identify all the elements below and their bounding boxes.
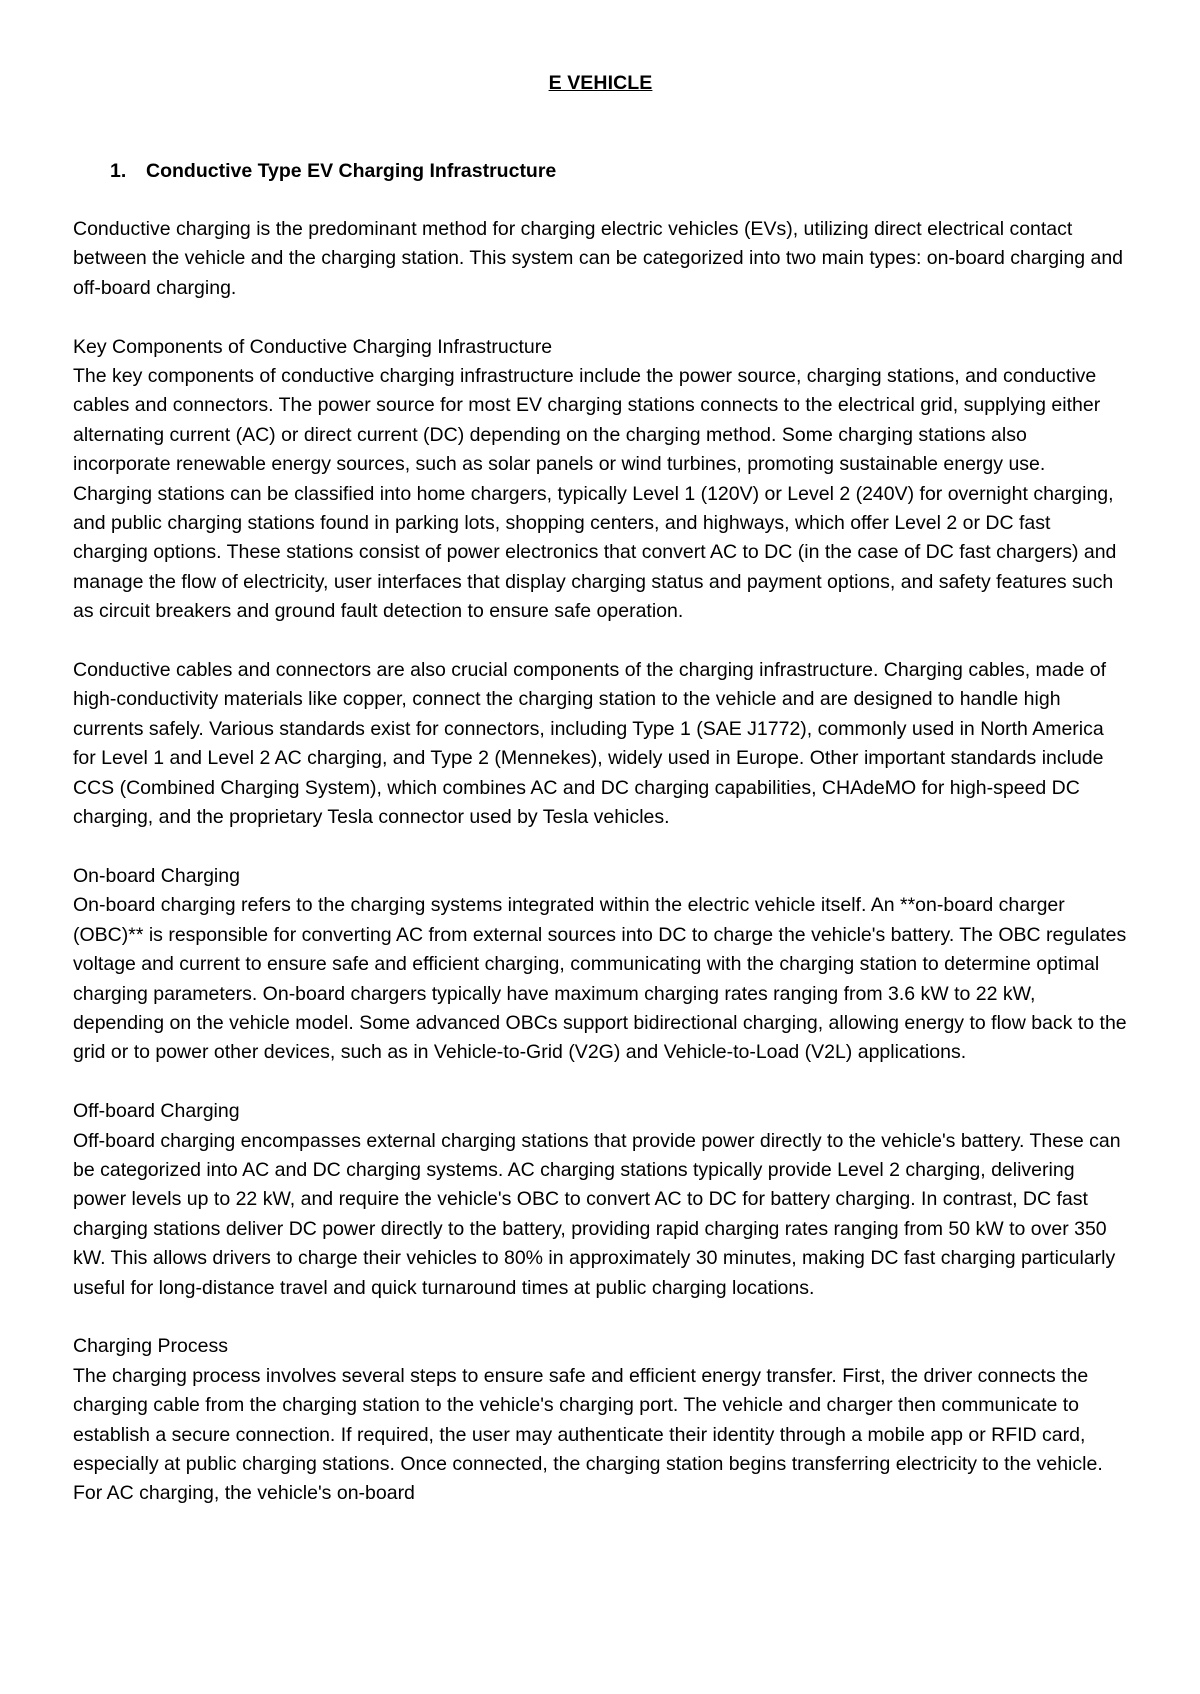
offboard-charging-paragraph: Off-board charging encompasses external charging stations that provide power directly to the vehicle's battery. These can be categorized into AC and DC charging systems. AC charging stations typically provide Level 2 charging, delivering power levels up to 22 kW, and require the vehicle's OBC to convert AC to DC for battery charging. In contrast, DC fast charging stations deliver DC power directly to the battery, providing rapid charging rates ranging from 50 kW to over 350 kW. This allows drivers to charge their vehicles to 80% in approximately 30 minutes, making DC fast charging particularly useful for long-distance travel and quick turnaround times at public charging locations. [73,1129,1121,1299]
section-heading [73,156,1128,186]
key-components-heading: Key Components of Conductive Charging Infrastructure [73,335,553,358]
onboard-charging-heading: On-board Charging [73,864,240,887]
charging-process-paragraph: The charging process involves several steps to ensure safe and efficient energy transfer. First, the driver connects the charging cable from the charging station to the vehicle's charging port. The vehicle and charger then communicate to establish a secure connection. If required, the user may authenticate their identity through a mobile app or RFID card, especially at public charging stations. Once connected, the charging station begins transferring electricity to the vehicle. For AC charging, the vehicle's on-board [73,1364,1103,1505]
intro-paragraph: Conductive charging is the predominant method for charging electric vehicles (EVs), utilizing direct electrical contact between the vehicle and the charging station. This system can be categorized into two main types: on-board charging and off-board charging. [73,218,1124,299]
onboard-charging-paragraph: On-board charging refers to the charging systems integrated within the electric vehicle itself. An **on-board charger (OBC)** is responsible for converting AC from external sources into DC to charge the vehicle's battery. The OBC regulates voltage and current to ensure safe and efficient charging, communicating with the charging station to determine optimal charging parameters. On-board chargers typically have maximum charging rates ranging from 3.6 kW to 22 kW, depending on the vehicle model. Some advanced OBCs support bidirectional charging, allowing energy to flow back to the grid or to power other devices, such as in Vehicle-to-Grid (V2G) and Vehicle-to-Load (V2L) applications. [73,894,1127,1064]
section-number: 1. [110,160,127,182]
charging-process-heading: Charging Process [73,1335,228,1358]
offboard-charging-heading: Off-board Charging [73,1100,240,1123]
key-components-paragraph-1: The key components of conductive charging infrastructure include the power source, charging stations, and conductive cables and connectors. The power source for most EV charging stations connects to the electrical grid, supplying either alternating current (AC) or direct current (DC) depending on the charging method. Some charging stations also incorporate renewable energy sources, such as solar panels or wind turbines, promoting sustainable energy use. Charging stations can be classified into home chargers, typically Level 1 (120V) or Level 2 (240V) for overnight charging, and public charging stations found in parking lots, shopping centers, and highways, which offer Level 2 or DC fast charging options. These stations consist of power electronics that convert AC to DC (in the case of DC fast chargers) and manage the flow of electricity, user interfaces that display charging status and payment options, and safety features such as circuit breakers and ground fault detection to ensure safe operation. [73,365,1117,623]
key-components-paragraph-2: Conductive cables and connectors are also crucial components of the charging infrastructure. Charging cables, made of high-conductivity materials like copper, connect the charging station to the vehicle and are designed to handle high currents safely. Various standards exist for connectors, including Type 1 (SAE J1772), commonly used in North America for Level 1 and Level 2 AC charging, and Type 2 (Mennekes), widely used in Europe. Other important standards include CCS (Combined Charging System), which combines AC and DC charging capabilities, CHAdeMO for high-speed DC charging, and the proprietary Tesla connector used by Tesla vehicles. [73,659,1106,829]
section-heading-text: Conductive Type EV Charging Infrastructure [146,160,557,182]
document-title: E VEHICLE [548,72,653,94]
